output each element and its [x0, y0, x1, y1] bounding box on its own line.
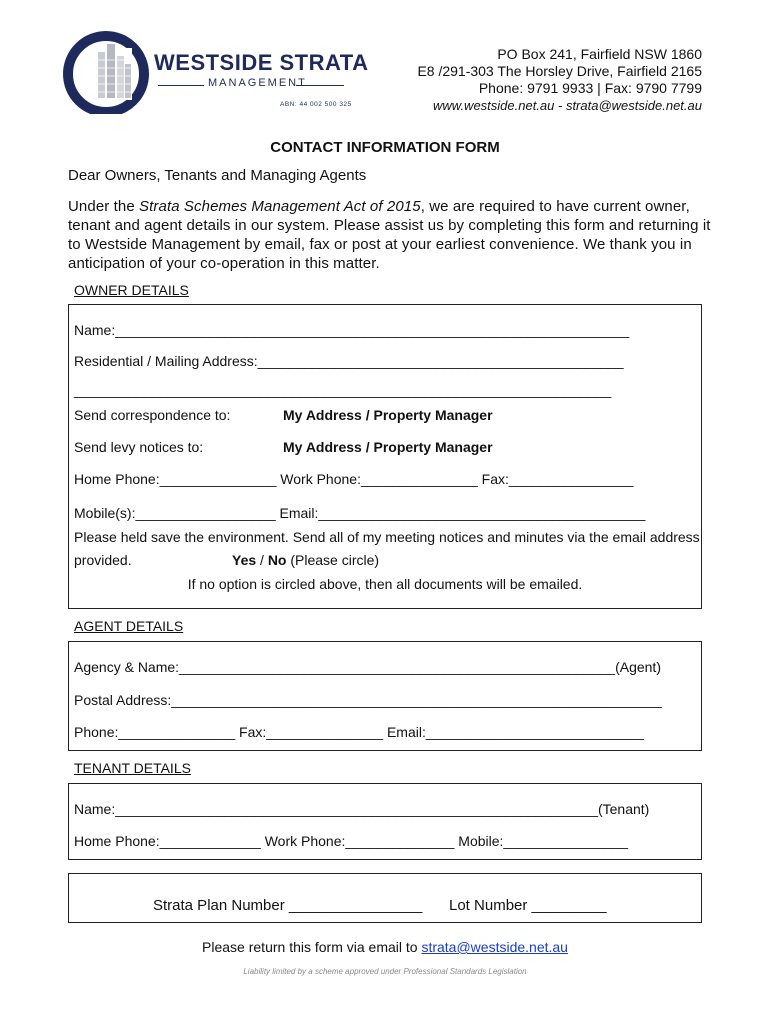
- logo: [62, 30, 369, 114]
- owner-name-field[interactable]: Name:__________________________________________________________________: [74, 322, 630, 338]
- yes-option[interactable]: Yes: [232, 552, 257, 568]
- owner-mobile-email-field[interactable]: Mobile(s):__________________ Email:__________________________________________: [74, 505, 646, 521]
- correspondence-options[interactable]: My Address / Property Manager: [283, 407, 493, 423]
- page-title: CONTACT INFORMATION FORM: [270, 139, 500, 156]
- environment-text: Please held save the environment. Send all of my meeting notices and minutes via the email address: [74, 529, 700, 545]
- owner-heading: OWNER DETAILS: [74, 282, 189, 298]
- logo-rule-left: [158, 85, 204, 86]
- logo-rule-right: [296, 85, 344, 86]
- logo-mark-icon: [62, 30, 154, 114]
- yes-no-choice[interactable]: [232, 552, 379, 568]
- owner-section: [68, 304, 702, 609]
- contact-address: E8 /291-303 The Horsley Drive, Fairfield 2165: [417, 63, 702, 79]
- please-circle: (Please circle): [286, 552, 380, 568]
- tenant-phones-field[interactable]: Home Phone:_____________ Work Phone:______________ Mobile:________________: [74, 833, 628, 849]
- strata-plan-field[interactable]: Strata Plan Number ________________: [153, 897, 423, 914]
- levy-options[interactable]: My Address / Property Manager: [283, 439, 493, 455]
- lot-number-field[interactable]: Lot Number _________: [449, 897, 607, 914]
- act-name: Strata Schemes Management Act of 2015: [139, 198, 421, 215]
- intro-line-4: anticipation of your co-operation in this matter.: [68, 255, 380, 272]
- intro-line-2: tenant and agent details in our system. Please assist us by completing this form and returning it: [68, 217, 711, 234]
- intro-text: , we are required to have current owner,: [420, 198, 690, 215]
- tenant-name-field[interactable]: Name:______________________________________________________________(Tenant): [74, 801, 650, 817]
- correspondence-label: Send correspondence to:: [74, 407, 231, 423]
- salutation: Dear Owners, Tenants and Managing Agents: [68, 167, 367, 184]
- tenant-heading: TENANT DETAILS: [74, 760, 191, 776]
- contact-phone-fax: Phone: 9791 9933 | Fax: 9790 7799: [478, 80, 702, 96]
- no-option[interactable]: No: [267, 552, 287, 568]
- email-default-note: If no option is circled above, then all documents will be emailed.: [187, 576, 583, 592]
- agency-name-field[interactable]: Agency & Name:________________________________________________________(Agent): [74, 659, 661, 675]
- liability-footer: Liability limited by a scheme approved under Professional Standards Legislation: [243, 967, 527, 976]
- agent-heading: AGENT DETAILS: [74, 618, 184, 634]
- agent-postal-field[interactable]: Postal Address:_______________________________________________________________: [74, 692, 662, 708]
- contact-po-box: PO Box 241, Fairfield NSW 1860: [497, 46, 702, 62]
- contact-block: [417, 46, 702, 114]
- return-instruction: [0, 939, 770, 955]
- owner-address-line-2[interactable]: _____________________________________________________________________: [74, 382, 612, 398]
- owner-address-field[interactable]: Residential / Mailing Address:_______________________________________________: [74, 353, 624, 369]
- logo-abn: ABN: 44 002 500 325: [280, 101, 352, 108]
- choice-separator: /: [256, 552, 268, 568]
- intro-paragraph: [68, 197, 711, 273]
- return-text: Please return this form via email to: [202, 939, 422, 955]
- intro-line-3: to Westside Management by email, fax or post at your earliest convenience. We thank you in: [68, 236, 692, 253]
- return-email-link[interactable]: strata@westside.net.au: [421, 939, 568, 955]
- owner-phones-field[interactable]: Home Phone:_______________ Work Phone:_______________ Fax:________________: [74, 471, 634, 487]
- logo-name: WESTSIDE STRATA: [154, 50, 369, 75]
- contact-web-email: www.westside.net.au - strata@westside.net.au: [433, 98, 702, 113]
- intro-text: Under the: [68, 198, 140, 215]
- levy-label: Send levy notices to:: [74, 439, 204, 455]
- logo-sub: MANAGEMENT: [208, 77, 307, 89]
- intro-line-1: [68, 197, 711, 216]
- provided-text: provided.: [74, 552, 132, 568]
- agent-phones-field[interactable]: Phone:_______________ Fax:_______________ Email:____________________________: [74, 724, 644, 740]
